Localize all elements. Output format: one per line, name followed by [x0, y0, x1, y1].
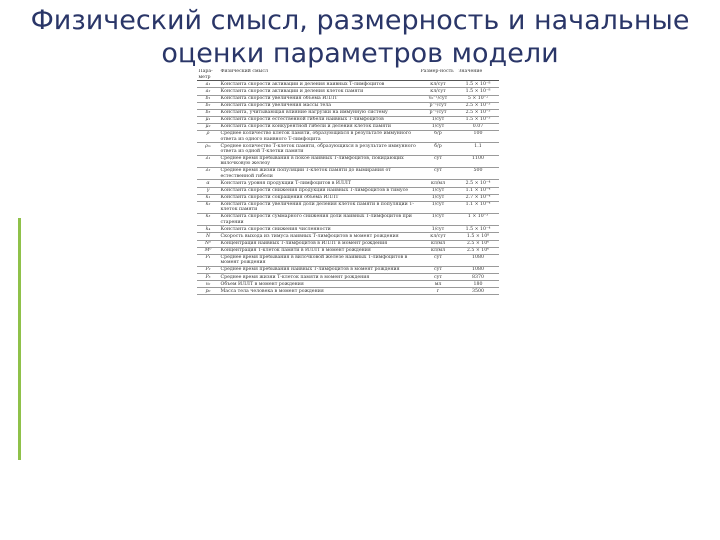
- cell-value: 2.5 × 10⁶: [466, 240, 490, 246]
- cell-value: 8370: [472, 274, 484, 280]
- cell-value: 2.5 × 10⁻⁴: [465, 180, 491, 186]
- cell-meaning: Константа, учитывающая влияние нагрузки на иммунную систему: [220, 110, 388, 116]
- cell-meaning: Среднее количество клеток памяти, образующихся в результате иммунного ответа из одного наивного Т-лимфоцита: [220, 131, 412, 142]
- cell-unit: 1/сут: [431, 226, 445, 232]
- table-row: [197, 240, 499, 247]
- cell-unit: б/р: [434, 131, 442, 137]
- cell-meaning: Константа скорости конкурентной гибели и деления клеток памяти: [220, 124, 391, 130]
- slide-title: [0, 4, 720, 70]
- cell-unit: 1/сут: [431, 202, 445, 208]
- table-row: [197, 116, 499, 123]
- cell-value: 0.07: [472, 124, 484, 130]
- cell-param: μ₂: [205, 124, 211, 130]
- cell-param: μ₁: [205, 117, 211, 123]
- cell-param: k₄: [205, 226, 211, 232]
- cell-param: ρₘ: [205, 143, 211, 149]
- cell-meaning: Среднее время жизни Т-клеток памяти в момент рождения: [220, 274, 370, 280]
- cell-param: p₀: [205, 288, 211, 294]
- parameter-table: [197, 69, 499, 295]
- cell-unit: сут: [434, 168, 442, 174]
- cell-meaning: Среднее время пребывания в вилочковой железе наивных Т-лимфоцитов в момент рождения: [220, 255, 408, 266]
- cell-unit: г: [436, 288, 440, 294]
- cell-param: P₂: [205, 267, 211, 273]
- cell-param: N⁰: [205, 240, 211, 246]
- cell-meaning: Среднее время пребывания в покое наивных Т-лимфоцитов, покидающих вилочковую железу: [220, 156, 404, 167]
- accent-bar: [18, 218, 21, 460]
- table-row: [197, 168, 499, 180]
- cell-unit: кл/мл: [430, 248, 446, 254]
- cell-unit: 1/сут: [431, 124, 445, 130]
- table-row: [197, 254, 499, 266]
- table-row: [197, 214, 499, 226]
- header-param: Пара-метр: [197, 69, 219, 81]
- cell-unit: p⁻¹/сут: [429, 110, 447, 116]
- table-row: [197, 88, 499, 95]
- cell-unit: v₀⁻¹/сут: [428, 95, 448, 101]
- cell-value: 1.1 × 10⁻⁴: [465, 202, 491, 208]
- cell-param: v₀: [205, 281, 211, 287]
- cell-value: 2.5 × 10⁻³: [465, 103, 491, 108]
- cell-value: 1.5 × 10⁻⁴: [465, 226, 491, 232]
- cell-value: 180: [473, 281, 483, 287]
- cell-meaning: Константа скорости снижения численности: [220, 226, 331, 232]
- cell-meaning: Константа скорости естественной гибели наивных Т-лимфоцитов: [220, 117, 384, 123]
- cell-value: 1080: [472, 255, 484, 261]
- cell-value: 1.5 × 10⁻⁸: [465, 88, 491, 94]
- cell-meaning: Константа скорости сокращения объема ИЛЛТ: [220, 194, 339, 200]
- header-meaning: Физический смысл: [219, 69, 419, 81]
- cell-meaning: Константа скорости суммарного снижения доли наивных Т-лимфоцитов при старении: [220, 214, 412, 225]
- cell-unit: p⁻¹/сут: [429, 103, 447, 108]
- cell-param: P₁: [205, 255, 211, 261]
- cell-meaning: Константа скорости активации и деления клеток памяти: [220, 88, 364, 94]
- cell-param: k₂: [205, 202, 211, 208]
- cell-meaning: Объем ИЛЛТ в момент рождения: [220, 281, 304, 287]
- cell-unit: 1/сут: [431, 214, 445, 220]
- table-header-row: [197, 69, 499, 81]
- table-row: [197, 187, 499, 194]
- cell-meaning: Среднее время пребывания наивных Т-лимфоцитов в момент рождения: [220, 267, 400, 273]
- cell-value: 100: [473, 131, 483, 137]
- table-row: [197, 95, 499, 102]
- cell-param: N: [205, 233, 211, 239]
- cell-unit: 1/сут: [431, 187, 445, 193]
- cell-value: 2.7 × 10⁻⁴: [465, 194, 491, 200]
- cell-value: 1 × 10⁻³: [467, 214, 489, 220]
- cell-unit: кл/мл: [430, 180, 446, 186]
- table-row: [197, 143, 499, 155]
- cell-param: α: [206, 180, 210, 186]
- cell-value: 2.5 × 10⁶: [466, 248, 490, 254]
- cell-unit: кл/мл: [430, 240, 446, 246]
- cell-value: 500: [473, 168, 483, 174]
- cell-value: 1.1 × 10⁻⁴: [465, 187, 491, 193]
- table-row: [197, 201, 499, 213]
- cell-unit: 1/сут: [431, 194, 445, 200]
- cell-param: a₂: [205, 88, 211, 94]
- cell-param: k₁: [205, 194, 211, 200]
- cell-param: b₁: [205, 95, 211, 101]
- cell-value: 2.5 × 10⁻³: [465, 110, 491, 116]
- cell-unit: б/р: [434, 143, 442, 149]
- cell-param: k₃: [205, 214, 211, 220]
- cell-value: 1.5 × 10⁻⁸: [465, 81, 491, 87]
- table-row: [197, 247, 499, 254]
- cell-value: 5 × 10⁻²: [467, 95, 489, 101]
- cell-meaning: Константа скорости увеличения массы тела: [220, 103, 332, 108]
- table-row: [197, 123, 499, 130]
- table-row: [197, 267, 499, 274]
- cell-param: a₁: [205, 81, 211, 87]
- table-body: [197, 81, 499, 295]
- cell-meaning: Среднее количество Т-клеток памяти, образующихся в результате иммунного ответа из одной Т-клетки памяти: [220, 143, 416, 154]
- cell-unit: сут: [434, 156, 442, 162]
- cell-param: ρ: [206, 131, 210, 137]
- cell-meaning: Скорость выхода из тимуса наивных Т-лимфоцитов в момент рождения: [220, 233, 399, 239]
- header-unit: Размер-ность: [419, 69, 457, 81]
- cell-param: M⁰: [204, 248, 212, 254]
- cell-meaning: Среднее время жизни популяции Т-клеток памяти до вымирания от естественной гибели: [220, 168, 391, 179]
- cell-unit: сут: [434, 255, 442, 261]
- cell-value: 1.5 × 10⁸: [466, 233, 490, 239]
- cell-value: 1080: [472, 267, 484, 273]
- cell-value: 1100: [472, 156, 484, 162]
- cell-meaning: Концентрация наивных Т-лимфоцитов в ИЛЛТ в момент рождения: [220, 240, 388, 246]
- table-row: [197, 109, 499, 116]
- table-row: [197, 194, 499, 201]
- table-row: [197, 274, 499, 281]
- cell-value: 1.5 × 10⁻³: [465, 117, 491, 123]
- cell-meaning: Масса тела человека в момент рождения: [220, 288, 324, 294]
- table-row: [197, 281, 499, 288]
- cell-meaning: Константа скорости активации и деления наивных Т-лимфоцитов: [220, 81, 385, 87]
- cell-meaning: Константа скорости увеличения объема ИЛЛТ: [220, 95, 338, 101]
- cell-unit: кл/сут: [430, 233, 446, 239]
- cell-value: 3500: [472, 288, 484, 294]
- table-row: [197, 233, 499, 240]
- header-value: Значение: [457, 69, 499, 81]
- cell-param: b₂: [205, 103, 211, 108]
- cell-param: λ₁: [205, 156, 211, 162]
- cell-unit: 1/сут: [431, 117, 445, 123]
- cell-param: λ₂: [205, 168, 211, 174]
- cell-meaning: Константа скорости снижения продукции наивных Т-лимфоцитов в тимусе: [220, 187, 409, 193]
- table-row: [197, 102, 499, 109]
- cell-unit: сут: [434, 274, 442, 280]
- cell-param: P₃: [205, 274, 211, 280]
- cell-param: γ: [206, 187, 210, 193]
- cell-unit: сут: [434, 267, 442, 273]
- slide-title-line-2: оценки параметров модели: [161, 38, 559, 69]
- cell-meaning: Концентрация Т-клеток памяти в ИЛЛТ в момент рождения: [220, 248, 371, 254]
- slide-title-line-1: Физический смысл, размерность и начальные: [30, 5, 690, 36]
- cell-meaning: Константа скорости увеличения доли деления клеток памяти в популяции Т-клеток памяти: [220, 202, 414, 213]
- table-row: [197, 155, 499, 167]
- cell-unit: мл: [434, 281, 442, 287]
- cell-value: 1.1: [474, 143, 482, 149]
- table-row: [197, 226, 499, 233]
- cell-unit: кл/сут: [430, 81, 446, 87]
- cell-param: b₃: [205, 110, 211, 116]
- table-row: [197, 180, 499, 187]
- parameter-table-container: [197, 69, 499, 537]
- table-row: [197, 81, 499, 88]
- cell-meaning: Константа уровня продукции Т-лимфоцитов в ИЛЛТ: [220, 180, 351, 186]
- table-row: [197, 130, 499, 142]
- cell-unit: кл/сут: [430, 88, 446, 94]
- table-row: [197, 288, 499, 295]
